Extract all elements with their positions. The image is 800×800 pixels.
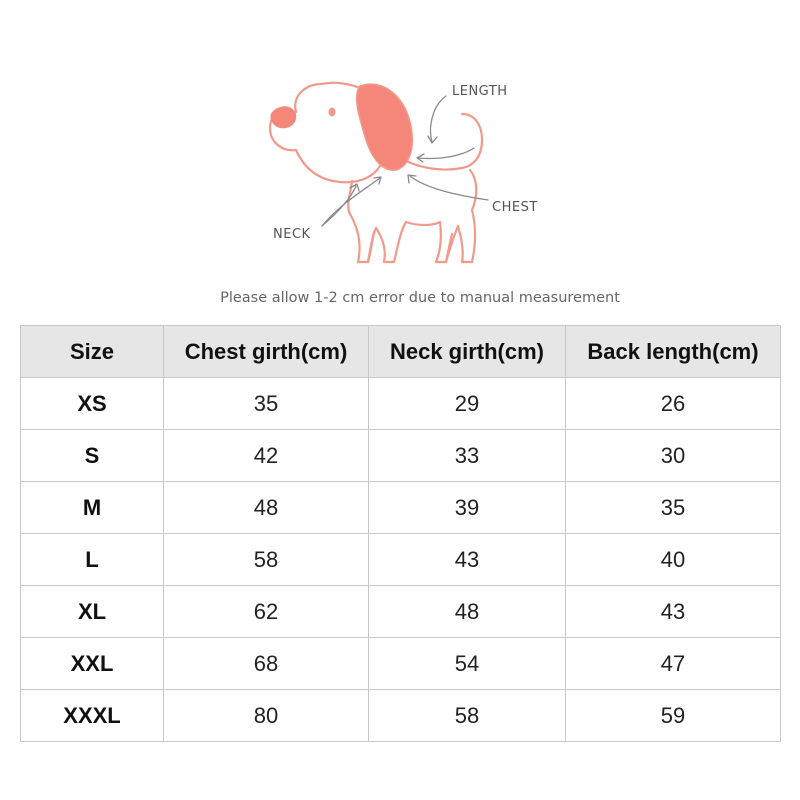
back-arrow [418, 148, 474, 159]
neck-cell: 58 [369, 690, 566, 742]
back-cell: 26 [566, 378, 781, 430]
header-size: Size [21, 326, 164, 378]
neck-cell: 54 [369, 638, 566, 690]
neck-cell: 39 [369, 482, 566, 534]
table-row [21, 430, 781, 482]
chest-cell: 48 [164, 482, 369, 534]
table-row [21, 586, 781, 638]
table-header-row [21, 326, 781, 378]
size-cell: M [21, 482, 164, 534]
dog-measurement-illustration [0, 0, 800, 320]
dog-ear [357, 84, 413, 170]
back-cell: 35 [566, 482, 781, 534]
table-row [21, 378, 781, 430]
neck-cell: 43 [369, 534, 566, 586]
neck-cell: 33 [369, 430, 566, 482]
dog-nose [270, 106, 296, 128]
size-cell: XL [21, 586, 164, 638]
back-cell: 43 [566, 586, 781, 638]
measurement-note: Please allow 1-2 cm error due to manual measurement [220, 290, 620, 306]
back-cell: 47 [566, 638, 781, 690]
back-cell: 30 [566, 430, 781, 482]
size-chart-table [20, 325, 781, 742]
size-cell: XXL [21, 638, 164, 690]
length-label: LENGTH [452, 84, 508, 99]
chest-cell: 35 [164, 378, 369, 430]
table-row [21, 690, 781, 742]
header-chest-girth: Chest girth(cm) [164, 326, 369, 378]
chest-cell: 42 [164, 430, 369, 482]
header-back-length: Back length(cm) [566, 326, 781, 378]
size-cell: S [21, 430, 164, 482]
size-cell: XS [21, 378, 164, 430]
table-row [21, 534, 781, 586]
back-cell: 59 [566, 690, 781, 742]
neck-cell: 48 [369, 586, 566, 638]
neck-cell: 29 [369, 378, 566, 430]
chest-label: CHEST [492, 200, 538, 215]
neck-label: NECK [273, 227, 311, 242]
back-cell: 40 [566, 534, 781, 586]
size-cell: L [21, 534, 164, 586]
table-row [21, 638, 781, 690]
dog-eye [329, 108, 336, 117]
chest-cell: 62 [164, 586, 369, 638]
chest-cell: 68 [164, 638, 369, 690]
chest-cell: 80 [164, 690, 369, 742]
length-arrow [431, 96, 446, 142]
header-neck-girth: Neck girth(cm) [369, 326, 566, 378]
size-cell: XXXL [21, 690, 164, 742]
chest-cell: 58 [164, 534, 369, 586]
table-row [21, 482, 781, 534]
